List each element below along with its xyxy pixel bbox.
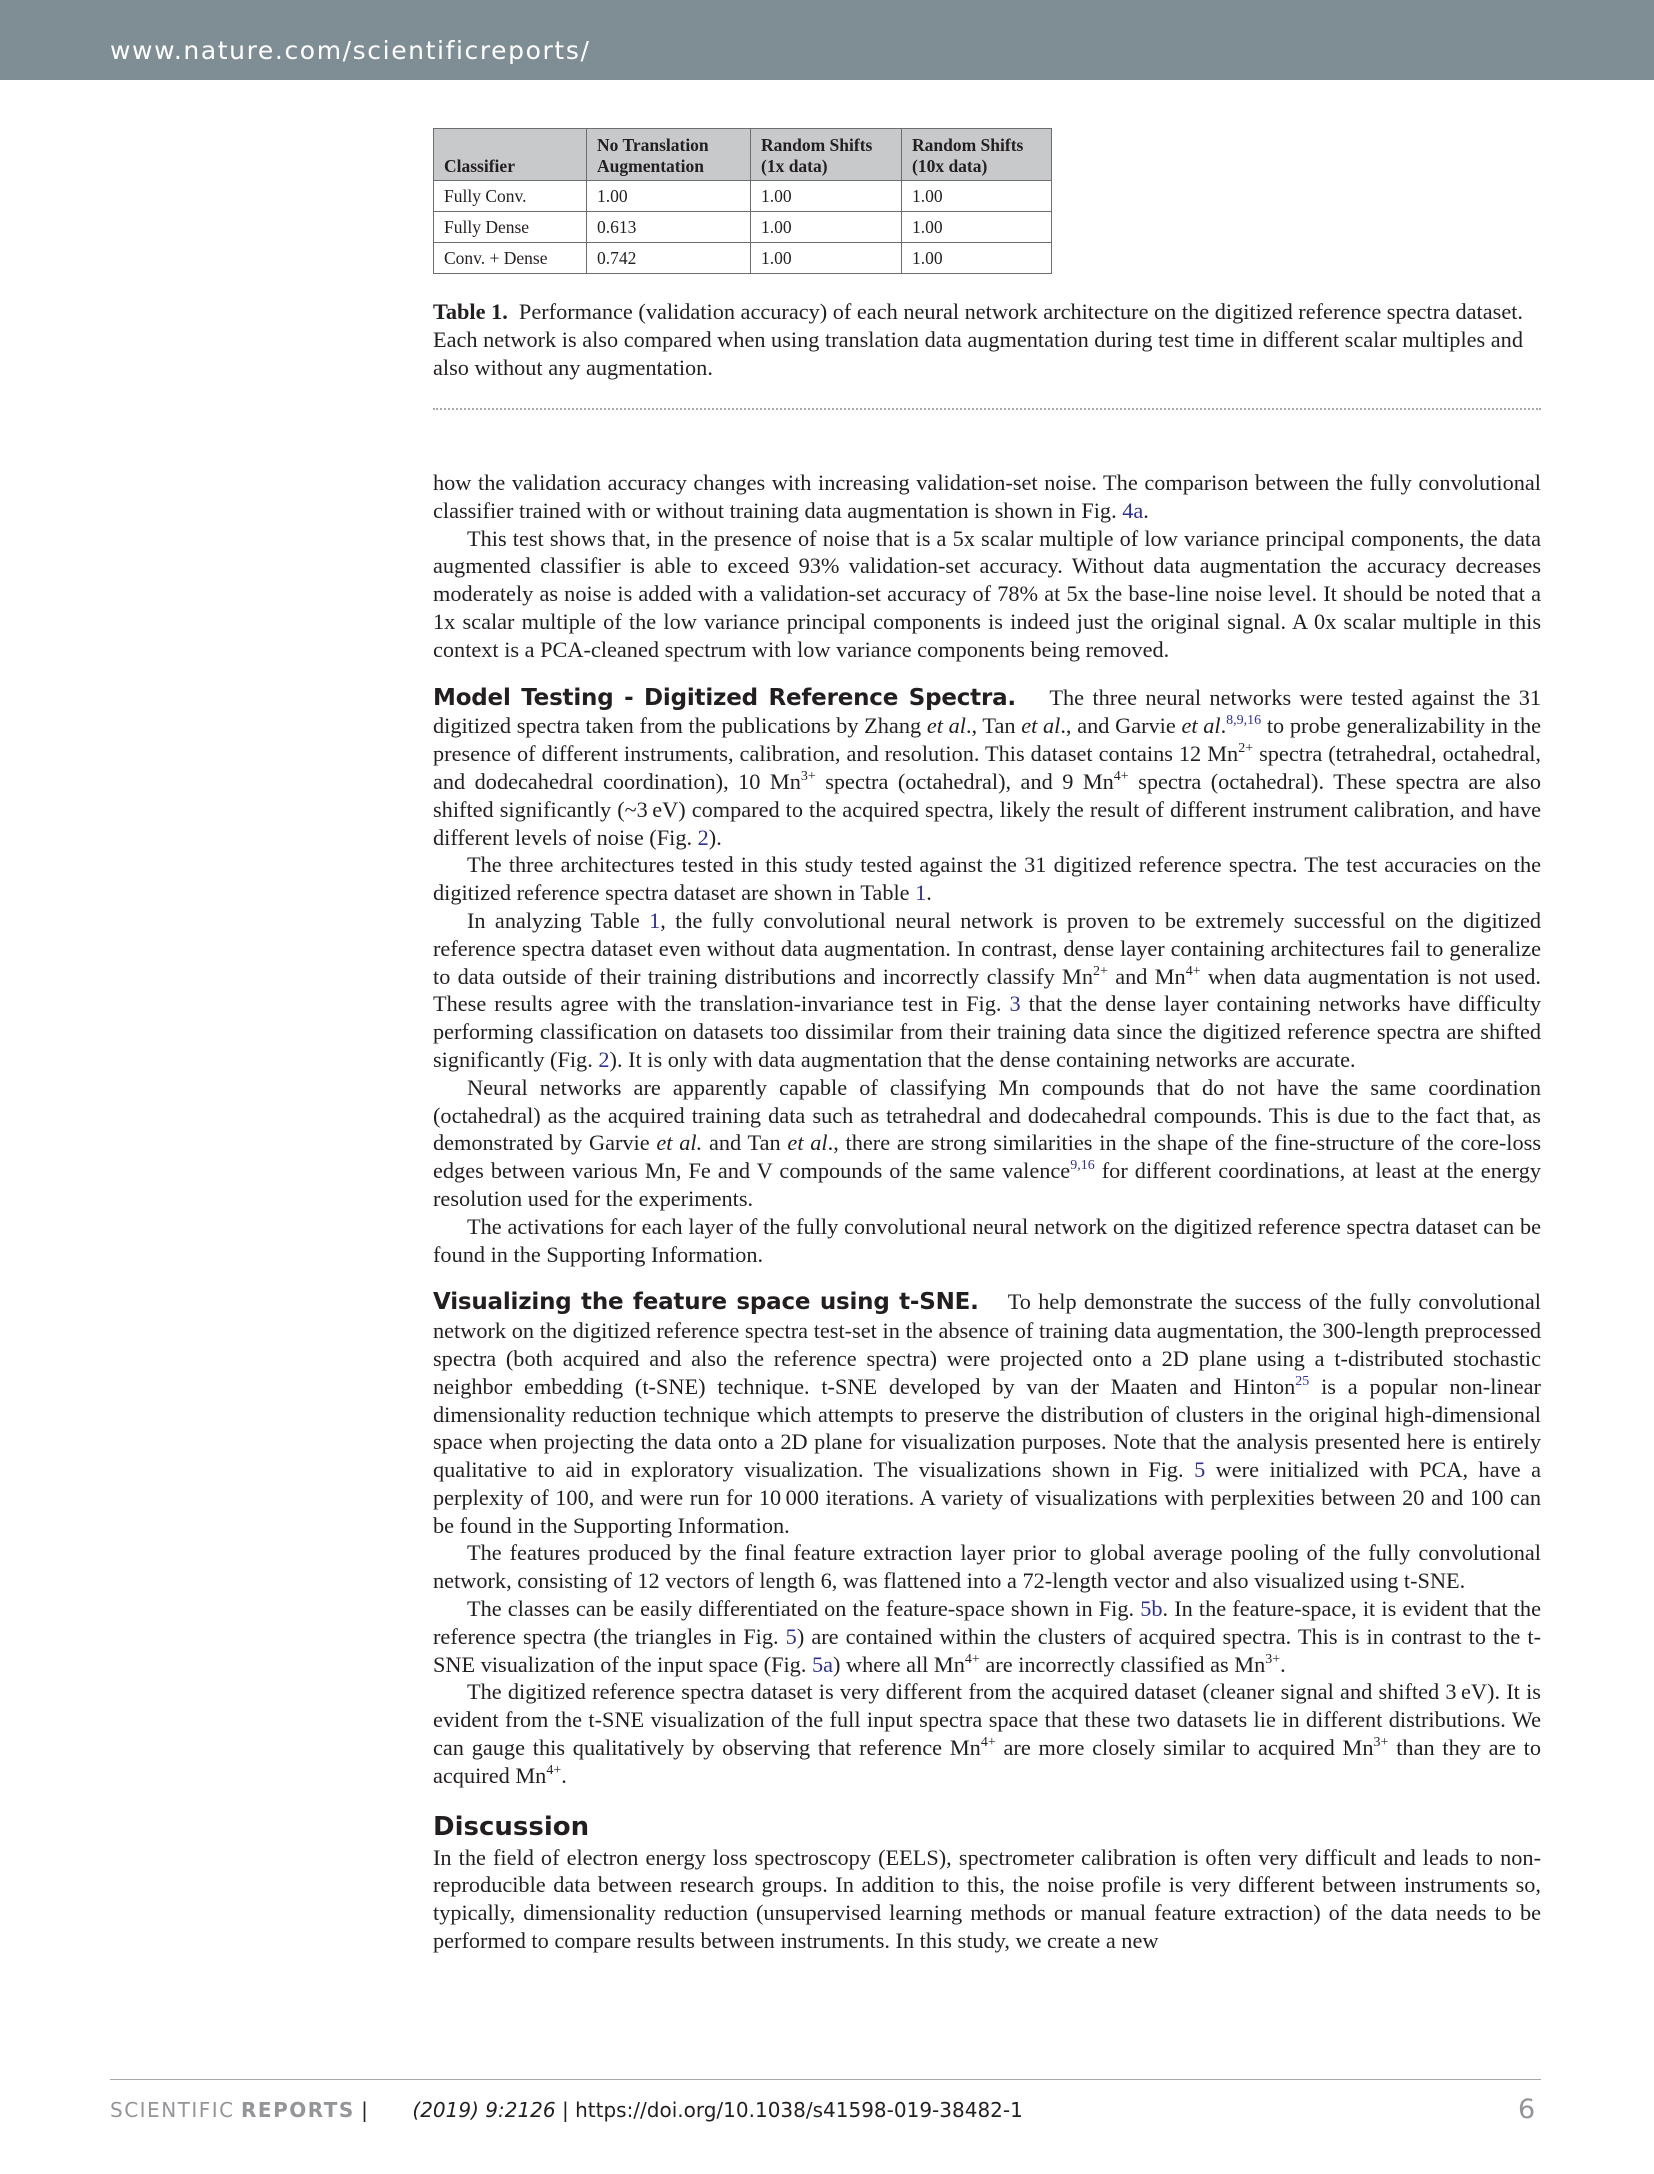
table-cell: Fully Dense [434,212,587,243]
table-row [434,181,1052,212]
reference-link[interactable]: 9,16 [1070,1158,1095,1174]
site-url[interactable]: www.nature.com/scientificreports/ [110,36,591,65]
paragraph: The classes can be easily differentiated on the feature-space shown in Fig. 5b. In the feature-space, it is evident that the reference spectra (the triangles in Fig. 5) are contained within the clusters of acquired spectra. This is in contrast to the t-SNE visualization of the input space (Fig. 5a) where all $Mn^{4+}$ are incorrectly classified as $Mn^{3+}$. [433,1596,1541,1677]
paragraph-section-model-testing: Model Testing - Digitized Reference Spectra. The three neural networks were tested against the 31 digitized spectra taken from the publications by Zhang et al., Tan et al., and Garvie et al.$^{8,9,16}$ to probe generalizability in the presence of different instruments, calibration, and resolution. This dataset contains 12 $Mn^{2+}$ spectra (tetrahedral, octahedral, and dodecahedral coordination), 10 $Mn^{3+}$ spectra (octahedral), and 9 $Mn^{4+}$ spectra (octahedral). These spectra are also shifted significantly (~3 eV) compared to the acquired spectra, likely the result of different instrument calibration, and have different levels of noise (Fig. 2). [433,684,1542,850]
article-body [433,469,1541,1955]
table-row [434,212,1052,243]
footer-divider [110,2079,1541,2080]
section-heading: Model Testing - Digitized Reference Spectra. [433,684,1016,711]
table-link[interactable]: 1 [915,880,927,906]
citation: (2019) 9:2126 [412,2098,556,2122]
paragraph: The activations for each layer of the fully convolutional neural network on the digitized reference spectra dataset can be found in the Supporting Information. [433,1213,1541,1267]
discussion-heading: Discussion [433,1811,590,1842]
figure-link[interactable]: 4a [1122,497,1144,523]
table-cell: 1.00 [902,243,1052,274]
table-row [434,243,1052,274]
header-no-translation: No Translation Augmentation [587,129,751,181]
table-cell: 1.00 [751,243,902,274]
journal-name-b: REPORTS [241,2098,355,2122]
header-classifier: Classifier [434,129,587,181]
paragraph: This test shows that, in the presence of noise that is a 5x scalar multiple of low variance principal components, the data augmented classifier is able to exceed 93% validation-set accuracy. Without data augmentation the accuracy decreases moderately as noise is added with a validation-set accuracy of 78% at 5x the base-line noise level. It should be noted that a 1x scalar multiple of the low variance principal components is indeed just the original signal. A 0x scalar multiple in this context is a PCA-cleaned spectrum with low variance components being removed. [433,525,1541,662]
top-banner [0,0,1654,80]
paragraph: In the field of electron energy loss spectroscopy (EELS), spectrometer calibration is often very difficult and leads to non-reproducible data between research groups. In addition to this, the noise profile is very different between instruments so, typically, dimensionality reduction (unsupervised learning methods or manual feature extraction) of the data needs to be performed to compare results between instruments. In this study, we create a new [433,1844,1541,1954]
results-table [433,128,1052,274]
page-footer [110,2098,1023,2122]
paragraph: how the validation accuracy changes with increasing validation-set noise. The comparison between the fully convolutional classifier trained with or without training data augmentation is shown in Fig. 4a. [433,470,1541,523]
reference-link[interactable]: 25 [1295,1373,1310,1389]
table-cell: Conv. + Dense [434,243,587,274]
figure-link[interactable]: 3 [1009,991,1021,1017]
dotted-divider [433,408,1541,410]
table-cell: 1.00 [902,181,1052,212]
caption-text: Performance (validation accuracy) of each neural network architecture on the digitized reference spectra dataset. Each network is also compared when using translation data augmentation during test time in different scalar multiples and also without any augmentation. [433,299,1523,380]
journal-name-a: SCIENTIFIC [110,2098,235,2122]
reference-link[interactable]: 8,9,16 [1226,713,1262,729]
paragraph: The three architectures tested in this study tested against the 31 digitized reference spectra. The test accuracies on the digitized reference spectra dataset are shown in Table 1. [433,852,1541,906]
figure-link[interactable]: 5 [785,1623,797,1649]
table-caption [433,298,1541,381]
header-random-shifts-10x: Random Shifts (10x data) [902,129,1052,181]
figure-link[interactable]: 2 [697,824,709,850]
table-cell: 1.00 [587,181,751,212]
table-cell: 1.00 [751,181,902,212]
doi-link[interactable]: | https://doi.org/10.1038/s41598-019-38482-1 [555,2098,1023,2122]
table-cell: 0.613 [587,212,751,243]
paragraph: The digitized reference spectra dataset is very different from the acquired dataset (cleaner signal and shifted 3 eV). It is evident from the t-SNE visualization of the full input spectra space that these two datasets lie in different distributions. We can gauge this qualitatively by observing that reference $Mn^{4+}$ are more closely similar to acquired $Mn^{3+}$ than they are to acquired $Mn^{4+}$. [433,1679,1541,1788]
footer-separator: | [354,2098,368,2122]
page-number: 6 [1518,2094,1536,2125]
table-link[interactable]: 1 [649,907,661,933]
header-random-shifts-1x: Random Shifts (1x data) [751,129,902,181]
paragraph: The features produced by the final feature extraction layer prior to global average pooling of the fully convolutional network, consisting of 12 vectors of length 6, was flattened into a 72-length vector and also visualized using t-SNE. [433,1540,1541,1594]
figure-link[interactable]: 5a [811,1651,834,1677]
table-cell: 1.00 [902,212,1052,243]
figure-link[interactable]: 5 [1194,1457,1206,1483]
table-header-row [434,129,1052,181]
caption-label: Table 1. [433,299,508,324]
table-cell: Fully Conv. [434,181,587,212]
table-cell: 0.742 [587,243,751,274]
table-cell: 1.00 [751,212,902,243]
paragraph: In analyzing Table 1, the fully convolutional neural network is proven to be extremely successful on the digitized reference spectra dataset even without data augmentation. In contrast, dense layer containing architectures fail to generalize to data outside of their training distributions and incorrectly classify $Mn^{2+}$ and $Mn^{4+}$ when data augmentation is not used. These results agree with the translation-invariance test in Fig. 3 that the dense layer containing networks have difficulty performing classification on datasets too dissimilar from their training data since the digitized reference spectra are shifted significantly (Fig. 2). It is only with data augmentation that the dense containing networks are accurate. [433,907,1542,1072]
paragraph-section-tsne: Visualizing the feature space using t-SNE. To help demonstrate the success of the fully convolutional network on the digitized reference spectra test-set in the absence of training data augmentation, the 300-length preprocessed spectra (both acquired and also the reference spectra) were projected onto a 2D plane using a t-distributed stochastic neighbor embedding (t-SNE) technique. t-SNE developed by van der Maaten and Hinton$^{25}$ is a popular non-linear dimensionality reduction technique which attempts to preserve the distribution of clusters in the original high-dimensional space when projecting the data onto a 2D plane for visualization purposes. Note that the analysis presented here is entirely qualitative to aid in exploratory visualization. The visualizations shown in Fig. 5 were initialized with PCA, have a perplexity of 100, and were run for 10 000 iterations. A variety of visualizations with perplexities between 20 and 100 can be found in the Supporting Information. [433,1289,1542,1538]
section-heading: Visualizing the feature space using t-SNE. [433,1289,979,1316]
figure-link[interactable]: 2 [598,1046,610,1072]
figure-link[interactable]: 5b [1140,1596,1163,1622]
paragraph: Neural networks are apparently capable of classifying Mn compounds that do not have the same coordination (octahedral) as the acquired training data such as tetrahedral and dodecahedral compounds. This is due to the fact that, as demonstrated by Garvie et al. and Tan et al., there are strong similarities in the shape of the fine-structure of the core-loss edges between various Mn, Fe and V compounds of the same valence$^{9,16}$ for different coordinations, at least at the energy resolution used for the experiments. [433,1074,1542,1211]
